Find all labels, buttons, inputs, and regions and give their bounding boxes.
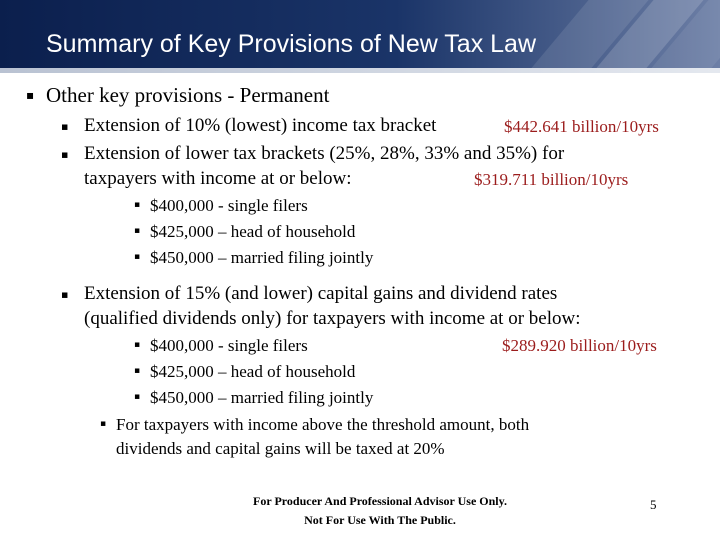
provision-2-line-1: Extension of lower tax brackets (25%, 28%, 33% and 35%) for bbox=[84, 143, 565, 164]
provision-2-threshold: $450,000 – married filing jointly bbox=[150, 248, 374, 267]
provision-3-threshold: $425,000 – head of household bbox=[150, 362, 356, 381]
provision-3-line-2: (qualified dividends only) for taxpayers with income at or below: bbox=[84, 308, 581, 329]
provision-2-amount: $319.711 billion/10yrs bbox=[474, 170, 629, 189]
slide-title: Summary of Key Provisions of New Tax Law bbox=[46, 30, 537, 58]
footer-disclaimer bbox=[250, 492, 510, 530]
bullet-icon: ▪ bbox=[134, 226, 141, 236]
bullet-icon: ▪ bbox=[100, 419, 107, 429]
provision-2-threshold: $400,000 - single filers bbox=[150, 196, 308, 215]
bullet-icon: ▪ bbox=[134, 200, 141, 210]
provision-3-threshold: $450,000 – married filing jointly bbox=[150, 388, 374, 407]
provision-2-line-2: taxpayers with income at or below: bbox=[84, 168, 352, 189]
footer-line-2: Not For Use With The Public. bbox=[304, 513, 456, 527]
provision-2-threshold: $425,000 – head of household bbox=[150, 222, 356, 241]
provision-3-threshold: $400,000 - single filers bbox=[150, 336, 308, 355]
bullet-icon: ▪ bbox=[26, 88, 35, 102]
page-number: 5 bbox=[650, 497, 657, 512]
bullet-icon: ▪ bbox=[134, 366, 141, 376]
bullet-icon: ▪ bbox=[61, 120, 69, 133]
title-underline bbox=[0, 68, 720, 73]
provision-3-amount: $289.920 billion/10yrs bbox=[502, 336, 657, 355]
bullet-icon: ▪ bbox=[134, 340, 141, 350]
bullet-icon: ▪ bbox=[61, 288, 69, 301]
bullet-icon: ▪ bbox=[61, 148, 69, 161]
footer-line-1: For Producer And Professional Advisor Use Only. bbox=[253, 494, 507, 508]
bullet-icon: ▪ bbox=[134, 392, 141, 402]
title-bar bbox=[0, 0, 720, 68]
provision-3-note-line-2: dividends and capital gains will be taxed at 20% bbox=[116, 439, 445, 458]
section-heading: Other key provisions - Permanent bbox=[46, 83, 330, 107]
provision-1-text: Extension of 10% (lowest) income tax bracket bbox=[84, 115, 437, 136]
provision-3-note-line-1: For taxpayers with income above the threshold amount, both bbox=[116, 415, 530, 434]
provision-1-amount: $442.641 billion/10yrs bbox=[504, 117, 659, 136]
provision-3-line-1: Extension of 15% (and lower) capital gains and dividend rates bbox=[84, 283, 558, 304]
bullet-icon: ▪ bbox=[134, 252, 141, 262]
